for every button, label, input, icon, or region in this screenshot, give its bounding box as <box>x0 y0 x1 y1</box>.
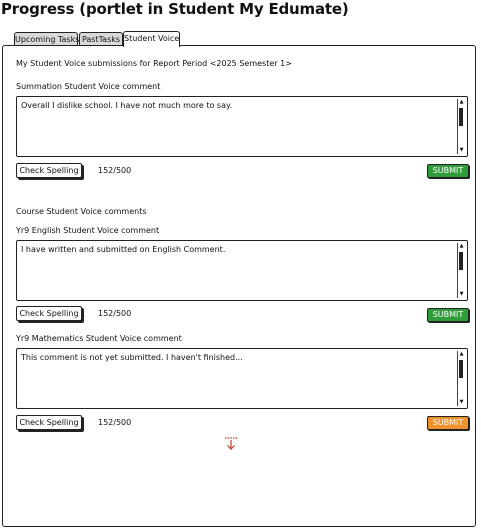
scroll-thumb[interactable] <box>459 360 463 378</box>
scroll-down-icon[interactable]: ▼ <box>459 399 464 405</box>
scroll-thumb[interactable] <box>459 108 463 126</box>
english-check-spelling-button[interactable]: Check Spelling <box>16 306 82 321</box>
maths-label: Yr9 Mathematics Student Voice comment <box>16 334 182 343</box>
summation-text: Overall I dislike school. I have not much more to say. <box>21 101 233 110</box>
summation-submit-button[interactable]: SUBMIT <box>427 164 469 178</box>
dotted-down-arrow-icon[interactable] <box>224 437 238 451</box>
scroll-down-icon[interactable]: ▼ <box>459 147 464 153</box>
maths-char-count: 152/500 <box>98 418 132 427</box>
summation-scrollbar[interactable] <box>457 99 465 154</box>
report-period-heading: My Student Voice submissions for Report Period <2025 Semester 1> <box>16 59 292 68</box>
english-char-count: 152/500 <box>98 309 132 318</box>
english-label: Yr9 English Student Voice comment <box>16 226 160 235</box>
scroll-up-icon[interactable]: ▲ <box>459 243 464 249</box>
maths-text: This comment is not yet submitted. I haven't finished... <box>21 353 243 362</box>
maths-check-spelling-button[interactable]: Check Spelling <box>16 415 82 430</box>
page-title: Progress (portlet in Student My Edumate) <box>1 0 349 18</box>
scroll-thumb[interactable] <box>459 252 463 270</box>
summation-check-spelling-button[interactable]: Check Spelling <box>16 163 82 178</box>
english-scrollbar[interactable] <box>457 243 465 298</box>
english-submit-button[interactable]: SUBMIT <box>427 308 469 322</box>
summation-char-count: 152/500 <box>98 166 132 175</box>
english-textarea[interactable] <box>16 240 468 301</box>
english-text: I have written and submitted on English Comment. <box>21 245 226 254</box>
scroll-down-icon[interactable]: ▼ <box>459 291 464 297</box>
course-comments-heading: Course Student Voice comments <box>16 207 147 216</box>
scroll-up-icon[interactable]: ▲ <box>459 351 464 357</box>
summation-textarea[interactable] <box>16 96 468 157</box>
maths-textarea[interactable] <box>16 348 468 409</box>
tab-past-tasks[interactable]: PastTasks <box>79 32 123 46</box>
tab-student-voice[interactable]: Student Voice <box>123 31 180 47</box>
scroll-up-icon[interactable]: ▲ <box>459 99 464 105</box>
maths-scrollbar[interactable] <box>457 351 465 406</box>
summation-label: Summation Student Voice comment <box>16 82 161 91</box>
tab-upcoming-tasks[interactable]: Upcoming Tasks <box>14 32 78 46</box>
maths-submit-button[interactable]: SUBMIT <box>427 416 469 430</box>
